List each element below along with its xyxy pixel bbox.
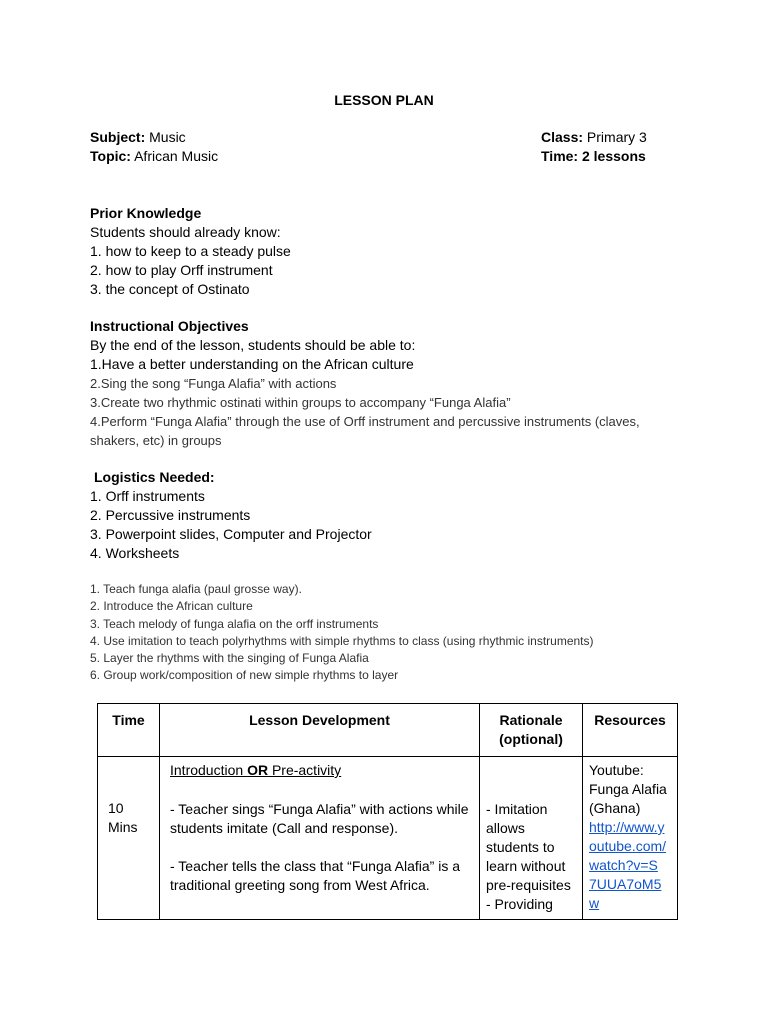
time-line	[541, 147, 646, 166]
header-time: Time	[98, 704, 160, 757]
list-item: 3.Create two rhythmic ostinati within groups to accompany “Funga Alafia”	[90, 395, 511, 410]
list-item: 2. how to play Orff instrument	[90, 262, 273, 278]
objectives-section	[90, 317, 690, 450]
link-line[interactable]: 7UUA7oM5	[589, 876, 662, 892]
subject-value: Music	[149, 129, 186, 145]
class-value: Primary 3	[586, 129, 647, 145]
list-item: 2.Sing the song “Funga Alafia” with actions	[90, 376, 337, 391]
list-item: 1. Teach funga alafia (paul grosse way).	[90, 582, 302, 596]
subject-label: Subject:	[90, 129, 146, 145]
prior-knowledge-intro: Students should already know:	[90, 224, 281, 240]
topic-value: African Music	[134, 148, 219, 164]
list-item: 1. how to keep to a steady pulse	[90, 243, 291, 259]
topic-line	[90, 147, 218, 166]
rationale-line: - Imitation	[486, 801, 548, 817]
time-label: Time:	[541, 148, 579, 164]
subject-line	[90, 128, 186, 147]
resource-line: Funga Alafia	[589, 781, 667, 797]
link-line[interactable]: outube.com/	[589, 838, 667, 854]
list-item: 3. the concept of Ostinato	[90, 281, 250, 297]
list-item: 5. Layer the rhythms with the singing of Funga Alafia	[90, 651, 369, 666]
prior-knowledge-section	[90, 204, 291, 299]
rationale-line: - Providing	[486, 896, 553, 912]
topic-label: Topic:	[90, 148, 131, 164]
cell-time	[98, 757, 160, 920]
link-line[interactable]: watch?v=S	[589, 857, 658, 873]
time-value: 2 lessons	[581, 148, 646, 164]
youtube-link[interactable]	[589, 818, 671, 913]
rationale-line: allows	[486, 820, 525, 836]
table-header-row	[98, 704, 678, 757]
list-item: 2. Introduce the African culture	[90, 599, 253, 614]
link-line[interactable]: http://www.y	[589, 819, 665, 835]
table-row	[98, 757, 678, 920]
list-item: 1.Have a better understanding on the African culture	[90, 356, 414, 372]
rationale-line: students to	[486, 839, 555, 855]
time-amount: 10	[108, 800, 124, 816]
rationale-line: learn without	[486, 858, 566, 874]
list-item: 2. Percussive instruments	[90, 507, 251, 523]
cell-resources	[583, 757, 678, 920]
list-item: 4. Worksheets	[90, 545, 180, 561]
list-item: 4. Use imitation to teach polyrhythms with simple rhythms to class (using rhythmic instruments)	[90, 633, 594, 648]
header-rationale-line: Rationale	[499, 712, 563, 728]
list-item: 3. Teach melody of funga alafia on the orff instruments	[90, 616, 379, 631]
link-line[interactable]: w	[589, 895, 600, 911]
header-rationale-optional: (optional)	[499, 731, 563, 747]
dev-paragraph: - Teacher sings “Funga Alafia” with actions while students imitate (Call and response).	[170, 801, 469, 836]
intro-or: OR	[247, 762, 269, 778]
resource-line: Youtube:	[589, 762, 644, 778]
intro-pre-activity: Pre-activity	[268, 762, 342, 778]
logistics-heading: Logistics Needed:	[94, 469, 215, 485]
resource-line: (Ghana)	[589, 800, 641, 816]
time-unit: Mins	[108, 819, 138, 835]
lesson-table	[97, 703, 678, 920]
steps-list	[90, 581, 594, 685]
intro-text: Introduction	[170, 762, 248, 778]
objectives-intro: By the end of the lesson, students should be able to:	[90, 337, 416, 353]
cell-rationale	[480, 757, 583, 920]
header-lesson-development: Lesson Development	[160, 704, 480, 757]
list-item: 4.Perform “Funga Alafia” through the use of Orff instrument and percussive instruments (claves, shakers, etc) in groups	[90, 414, 640, 448]
header-rationale	[480, 704, 583, 757]
class-label: Class:	[541, 129, 584, 145]
dev-paragraph: - Teacher tells the class that “Funga Alafia” is a traditional greeting song from West Africa.	[170, 858, 460, 893]
rationale-line: pre-requisites	[486, 877, 571, 893]
objectives-heading: Instructional Objectives	[90, 318, 249, 334]
list-item: 6. Group work/composition of new simple rhythms to layer	[90, 668, 399, 683]
class-line	[541, 128, 647, 147]
header-resources: Resources	[583, 704, 678, 757]
intro-heading	[170, 761, 473, 780]
list-item: 3. Powerpoint slides, Computer and Projector	[90, 526, 372, 542]
cell-development	[160, 757, 480, 920]
list-item: 1. Orff instruments	[90, 488, 205, 504]
prior-knowledge-heading: Prior Knowledge	[90, 205, 202, 221]
page-title: LESSON PLAN	[334, 92, 434, 108]
logistics-section	[90, 468, 372, 563]
